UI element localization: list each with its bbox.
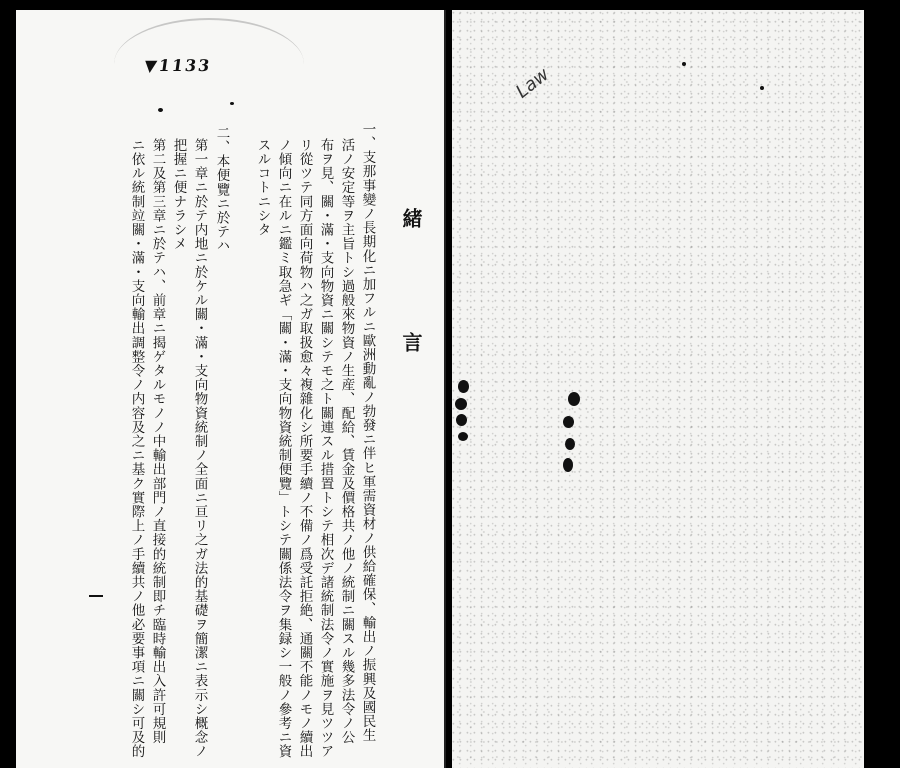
right-page [452,10,864,768]
text-column: ノ傾向ニ在ルニ鑑ミ取急ギ「關・滿・支向物資統制便覽」トシテ關係法令ヲ集録シ一般ノ參考ニ資 [275,138,292,759]
ink-blot [458,380,469,393]
ink-smudge [230,102,234,105]
text-column: スルコトニシタ [254,138,271,237]
handwritten-note: Law [512,63,554,103]
text-column: ニ依ル統制竝關・滿・支向輸出調整令ノ内容及之ニ基ク實際上ノ手續共ノ他必要事項ニ關シ可及的 [128,138,145,759]
page-mark [89,595,103,597]
text-column: 第二及第三章ニ於テハ、前章ニ揭ゲタルモノノ中輸出部門ノ直接的統制即チ臨時輸出入許可規則 [149,138,166,745]
text-column: 活ノ安定等ヲ主旨トシ過般來物資ノ生産、配給、賃金及價格共ノ他ノ統制ニ關スル幾多法令ノ公 [338,138,355,745]
ink-speck [760,86,764,90]
ink-blot [568,392,580,406]
section-title: 緒 言 [399,208,423,392]
text-column: 把握ニ便ナラシメ [170,138,187,251]
text-column: 第一章ニ於テ内地ニ於ケル關・滿・支向物資統制ノ全面ニ亘リ之ガ法的基礎ヲ簡潔ニ表示シ概念ノ [191,138,208,759]
ink-blot [456,414,467,426]
ink-blot [458,432,468,441]
ink-blot [455,398,467,410]
ink-blot [565,438,575,450]
text-column: リ從ツテ同方面向荷物ハ之ガ取扱愈々複雜化シ所要手續ノ不備ノ爲受託拒絶、通關不能ノモノ續出 [296,138,313,759]
left-page [16,10,446,768]
text-column: 二、本便覽ニ於テハ [213,126,230,253]
ink-blot [563,458,573,472]
text-column: 布ヲ見、關・滿・支向物資ニ關シテモ之ト關連スル措置トシテ相次デ諸統制法令ノ實施ヲ見ツツア [317,138,334,759]
text-column: 一、支那事變ノ長期化ニ加フルニ歐洲動亂ノ勃發ニ伴ヒ軍需資材ノ供給確保、輸出ノ振興及國民生 [359,122,376,743]
ink-blot [563,416,574,428]
ink-smudge [158,108,163,112]
scan-margin [864,10,900,768]
ink-speck [682,62,686,66]
library-stamp: ▼1133 [143,56,213,75]
